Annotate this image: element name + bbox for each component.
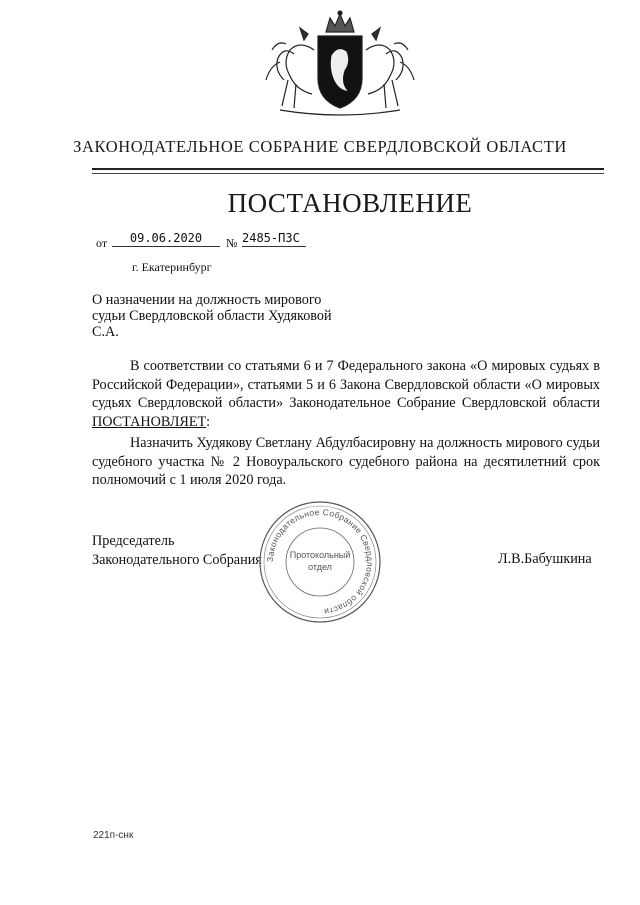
round-stamp-icon [258,500,382,624]
signer-title [92,532,262,569]
signer-title-line2: Законодательного Собрания [92,551,262,568]
stamp-center-line1: Протокольный [289,550,351,560]
organization-title: ЗАКОНОДАТЕЛЬНОЕ СОБРАНИЕ СВЕРДЛОВСКОЙ ОБЛАСТИ [73,137,567,156]
sverdlovsk-coat-of-arms-icon [260,10,420,118]
preamble-end: : [206,413,211,430]
preamble-text: В соответствии со статьями 6 и 7 Федерального закона «О мировых судьях в Российской Федерации», статьями 5 и 6 Закона Свердловской области «О мировых судьях Свердловской области» Законодательное Собрание Свердловской области [92,358,600,411]
number-prefix: № [226,236,238,250]
document-number: 2485-ПЗС [242,231,306,247]
document-date: 09.06.2020 [112,231,220,247]
stamp-ring-text: Законодательное Собрание Свердловской области [264,506,376,617]
document-city: г. Екатеринбург [132,260,212,274]
preamble-paragraph [92,357,600,431]
signer-title-line1: Председатель [92,533,175,549]
date-number-row [96,231,336,251]
signer-name: Л.В.Бабушкина [498,551,592,567]
footer-code: 221п-снк [93,830,134,841]
resolves-keyword: ПОСТАНОВЛЯЕТ [92,413,207,430]
document-type-title: ПОСТАНОВЛЕНИЕ [227,188,473,218]
document-subject: О назначении на должность мирового судьи Свердловской области Худяковой С.А. [92,292,332,340]
stamp-center-line2: отдел [308,562,332,572]
header-rule-thin [92,173,604,174]
date-prefix: от [96,236,108,250]
header-rule-thick [92,168,604,170]
resolution-paragraph: Назначить Худякову Светлану Абдулбасировну на должность мирового судьи судебного участка № 2 Новоуральского судебного района на десятилетний срок полномочий с 1 июля 2020 года. [92,435,600,488]
